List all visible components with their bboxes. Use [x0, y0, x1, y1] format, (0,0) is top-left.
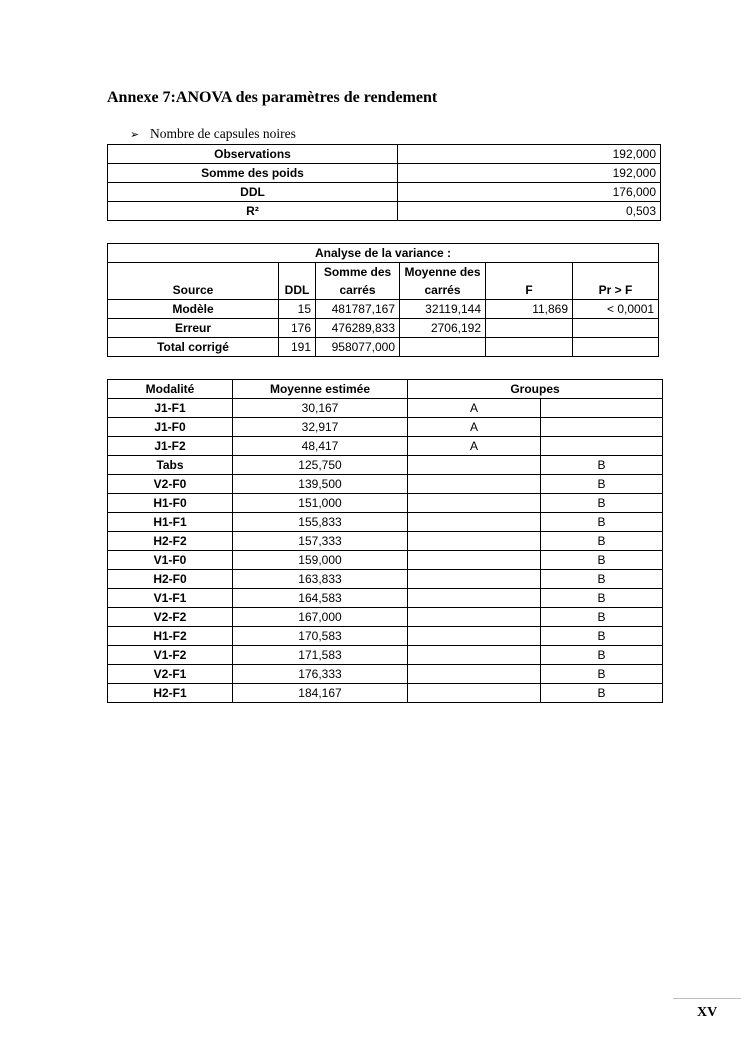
group-a-cell [408, 494, 541, 513]
mean-cell: 32,917 [233, 418, 408, 437]
modality-cell: H1-F1 [108, 513, 233, 532]
mean-cell: 167,000 [233, 608, 408, 627]
header-groups: Groupes [408, 380, 663, 399]
mean-cell: 157,333 [233, 532, 408, 551]
mean-cell: 48,417 [233, 437, 408, 456]
table-row [108, 437, 663, 456]
modality-cell: H2-F0 [108, 570, 233, 589]
group-b-cell [541, 437, 663, 456]
mean-cell: 139,500 [233, 475, 408, 494]
anova-table [107, 243, 659, 357]
table-header-row [108, 263, 659, 300]
source-cell: Modèle [108, 300, 279, 319]
summary-stats-table [107, 144, 661, 221]
modality-cell: V1-F2 [108, 646, 233, 665]
bullet-item [130, 126, 296, 142]
ms-cell: 32119,144 [400, 300, 486, 319]
table-row [108, 551, 663, 570]
table-row [108, 627, 663, 646]
p-cell [573, 319, 659, 338]
modality-cell: Tabs [108, 456, 233, 475]
table-row [108, 570, 663, 589]
ddl-cell: 191 [279, 338, 316, 357]
header-mean-squares: Moyenne des carrés [400, 263, 486, 300]
group-b-cell: B [541, 589, 663, 608]
mean-cell: 125,750 [233, 456, 408, 475]
table-row [108, 475, 663, 494]
group-a-cell [408, 684, 541, 703]
group-a-cell [408, 456, 541, 475]
header-p-value: Pr > F [573, 263, 659, 300]
mean-cell: 184,167 [233, 684, 408, 703]
stat-value: 0,503 [398, 202, 661, 221]
group-b-cell: B [541, 665, 663, 684]
table-row [108, 494, 663, 513]
table-row [108, 319, 659, 338]
f-cell [486, 319, 573, 338]
group-b-cell: B [541, 494, 663, 513]
table-row [108, 164, 661, 183]
group-a-cell [408, 570, 541, 589]
mean-cell: 163,833 [233, 570, 408, 589]
table-header-row [108, 380, 663, 399]
table-row [108, 183, 661, 202]
modality-cell: H1-F0 [108, 494, 233, 513]
f-cell: 11,869 [486, 300, 573, 319]
group-a-cell: A [408, 418, 541, 437]
group-b-cell [541, 399, 663, 418]
table-row [108, 202, 661, 221]
table-row [108, 456, 663, 475]
table-row [108, 684, 663, 703]
group-a-cell [408, 551, 541, 570]
modality-cell: V2-F1 [108, 665, 233, 684]
modality-cell: V1-F0 [108, 551, 233, 570]
table-row [108, 532, 663, 551]
modality-cell: V2-F2 [108, 608, 233, 627]
group-b-cell: B [541, 551, 663, 570]
table-row [108, 145, 661, 164]
header-sum-of-squares: Somme des carrés [316, 263, 400, 300]
modality-cell: V1-F1 [108, 589, 233, 608]
p-cell [573, 338, 659, 357]
group-b-cell [541, 418, 663, 437]
table-row [108, 608, 663, 627]
ss-cell: 476289,833 [316, 319, 400, 338]
mean-cell: 164,583 [233, 589, 408, 608]
anova-caption: Analyse de la variance : [108, 244, 659, 263]
group-a-cell [408, 608, 541, 627]
ms-cell: 2706,192 [400, 319, 486, 338]
group-a-cell [408, 665, 541, 684]
stat-value: 176,000 [398, 183, 661, 202]
stat-value: 192,000 [398, 164, 661, 183]
modality-cell: V2-F0 [108, 475, 233, 494]
group-b-cell: B [541, 532, 663, 551]
modality-cell: H1-F2 [108, 627, 233, 646]
table-row [108, 418, 663, 437]
table-caption-row [108, 244, 659, 263]
modality-cell: J1-F1 [108, 399, 233, 418]
group-a-cell [408, 475, 541, 494]
mean-cell: 171,583 [233, 646, 408, 665]
table-row [108, 646, 663, 665]
stat-value: 192,000 [398, 145, 661, 164]
bullet-text: Nombre de capsules noires [150, 126, 296, 141]
group-a-cell: A [408, 437, 541, 456]
mean-cell: 176,333 [233, 665, 408, 684]
ddl-cell: 176 [279, 319, 316, 338]
ms-cell [400, 338, 486, 357]
mean-cell: 151,000 [233, 494, 408, 513]
table-row [108, 513, 663, 532]
header-modality: Modalité [108, 380, 233, 399]
arrow-bullet-icon: ➢ [130, 129, 140, 141]
table-row [108, 399, 663, 418]
header-estimated-mean: Moyenne estimée [233, 380, 408, 399]
group-a-cell [408, 532, 541, 551]
source-cell: Total corrigé [108, 338, 279, 357]
mean-cell: 170,583 [233, 627, 408, 646]
header-f: F [486, 263, 573, 300]
table-row [108, 300, 659, 319]
group-b-cell: B [541, 627, 663, 646]
mean-cell: 159,000 [233, 551, 408, 570]
stat-label: DDL [108, 183, 398, 202]
f-cell [486, 338, 573, 357]
group-a-cell [408, 646, 541, 665]
header-source: Source [108, 263, 279, 300]
group-a-cell [408, 627, 541, 646]
page-number: XV [697, 1005, 718, 1020]
source-cell: Erreur [108, 319, 279, 338]
modality-cell: J1-F0 [108, 418, 233, 437]
table-row [108, 338, 659, 357]
group-b-cell: B [541, 646, 663, 665]
mean-cell: 30,167 [233, 399, 408, 418]
group-a-cell: A [408, 399, 541, 418]
page-title: Annexe 7:ANOVA des paramètres de rendement [107, 89, 438, 106]
group-b-cell: B [541, 570, 663, 589]
modality-cell: H2-F1 [108, 684, 233, 703]
modality-cell: H2-F2 [108, 532, 233, 551]
footer-divider [673, 998, 741, 999]
group-a-cell [408, 589, 541, 608]
ss-cell: 481787,167 [316, 300, 400, 319]
group-b-cell: B [541, 608, 663, 627]
group-b-cell: B [541, 513, 663, 532]
header-ddl: DDL [279, 263, 316, 300]
group-b-cell: B [541, 475, 663, 494]
stat-label: Observations [108, 145, 398, 164]
stat-label: Somme des poids [108, 164, 398, 183]
group-b-cell: B [541, 684, 663, 703]
p-cell: < 0,0001 [573, 300, 659, 319]
mean-cell: 155,833 [233, 513, 408, 532]
ddl-cell: 15 [279, 300, 316, 319]
group-b-cell: B [541, 456, 663, 475]
ss-cell: 958077,000 [316, 338, 400, 357]
table-row [108, 665, 663, 684]
table-row [108, 589, 663, 608]
modality-cell: J1-F2 [108, 437, 233, 456]
stat-label: R² [108, 202, 398, 221]
groups-table [107, 379, 663, 703]
group-a-cell [408, 513, 541, 532]
